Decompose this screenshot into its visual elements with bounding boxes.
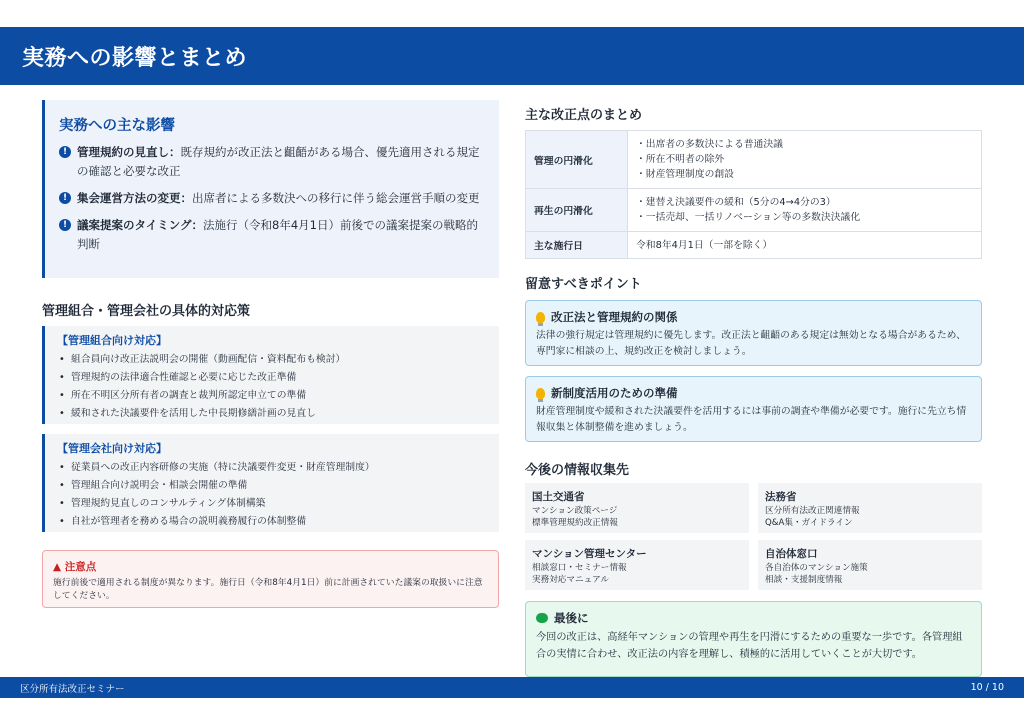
list-item: • 従業員への改正内容研修の実施（特に決議要件変更・財産管理制度）	[57, 459, 487, 477]
company-measures-box	[42, 434, 499, 532]
info-card	[758, 540, 982, 590]
final-title-text: 最後に	[554, 611, 589, 625]
point-text: 法律の強行規定は管理規約に優先します。改正法と齟齬のある規定は無効となる場合があるため、専門家に相談の上、規約改正を検討しましょう。	[536, 330, 966, 357]
warning-icon: ▲	[53, 561, 65, 573]
info-card-line: マンション政策ページ	[532, 506, 618, 516]
list-item: • 自社が管理者を務める場合の説明義務履行の体制整備	[57, 513, 487, 531]
impact-item	[59, 216, 483, 254]
summary-title: 主な改正点のまとめ	[525, 108, 643, 123]
info-card-line: 各自治体のマンション施策	[765, 563, 868, 573]
info-card-title: 法務省	[765, 491, 797, 503]
table-row	[526, 189, 982, 232]
points-title: 留意すべきポイント	[525, 277, 642, 292]
info-card	[525, 540, 749, 590]
impact-item	[59, 189, 483, 208]
summary-table	[525, 130, 982, 259]
table-line: ・出席者の多数決による普通決議	[636, 139, 783, 150]
final-box	[525, 601, 982, 677]
impact-text: 法施行（令和8年4月1日）前後での議案提案の戦略的判断	[77, 218, 478, 251]
caution-title-text: 注意点	[64, 561, 97, 573]
final-title	[536, 610, 971, 626]
table-line: 令和8年4月1日（一部を除く）	[636, 239, 773, 251]
page-footer	[0, 677, 1024, 698]
table-row	[526, 232, 982, 259]
impact-text: 出席者による多数決への移行に伴う総会運営手順の変更	[192, 191, 480, 205]
exclamation-icon: !	[59, 192, 71, 204]
info-card-line: 標準管理規約改正情報	[532, 518, 618, 528]
point-title	[536, 309, 971, 325]
impact-title: 実務への主な影響	[59, 118, 175, 134]
exclamation-icon: !	[59, 146, 71, 158]
measures-section-title: 管理組合・管理会社の具体的対応策	[42, 304, 251, 319]
list-item: • 緩和された決議要件を活用した中長期修繕計画の見直し	[57, 405, 487, 423]
table-row	[526, 131, 982, 189]
point-text: 財産管理制度や緩和された決議要件を活用するには事前の調査や準備が必要です。施行に先立ち情報収集と体制整備を進めましょう。	[536, 406, 967, 433]
table-line: ・所在不明者の除外	[636, 154, 725, 165]
list-item: • 組合員向け改正法説明会の開催（動画配信・資料配布も検討）	[57, 351, 487, 369]
caution-box	[42, 550, 499, 608]
info-card-title: 国土交通省	[532, 491, 585, 503]
point-title-text: 改正法と管理規約の関係	[551, 310, 678, 324]
table-line: ・建替え決議要件の緩和（5分の4→4分の3）	[636, 197, 836, 208]
union-measures-title: 【管理組合向け対応】	[57, 334, 167, 347]
impact-label: 管理規約の見直し：	[77, 145, 181, 159]
page-number: 10 / 10	[970, 682, 1004, 693]
point-box	[525, 300, 982, 366]
table-value-cell	[628, 232, 982, 259]
info-card-line: Q&A集・ガイドライン	[765, 518, 853, 528]
point-box	[525, 376, 982, 442]
list-item: • 所在不明区分所有者の調査と裁判所認定申立ての準備	[57, 387, 487, 405]
point-title	[536, 385, 971, 401]
list-item: • 管理組合向け説明会・相談会開催の準備	[57, 477, 487, 495]
company-measures-title: 【管理会社向け対応】	[57, 442, 167, 455]
table-line: ・一括売却、一括リノベーション等の多数決決議化	[636, 212, 861, 223]
info-card-line: 実務対応マニュアル	[532, 575, 610, 585]
table-value-cell	[628, 189, 982, 232]
impact-label: 集会運営方法の変更：	[77, 191, 192, 205]
lightbulb-icon	[536, 312, 545, 323]
lightbulb-icon	[536, 388, 545, 399]
list-item: • 管理規約の法律適合性確認と必要に応じた改正準備	[57, 369, 487, 387]
info-card-line: 相談窓口・セミナー情報	[532, 563, 627, 573]
page-title: 実務への影響とまとめ	[22, 45, 248, 71]
impact-item	[59, 143, 483, 181]
caution-text: 施行前後で適用される制度が異なります。施行日（令和8年4月1日）前に計画されていた議案の取扱いに注意してください。	[53, 578, 483, 601]
caution-title	[53, 559, 488, 574]
info-card	[525, 483, 749, 533]
table-head-cell: 管理の円滑化	[526, 131, 628, 189]
info-title: 今後の情報収集先	[525, 463, 630, 478]
table-head-cell: 主な施行日	[526, 232, 628, 259]
info-card-line: 区分所有法改正関連情報	[765, 506, 860, 516]
table-line: ・財産管理制度の創設	[636, 169, 734, 180]
table-value-cell	[628, 131, 982, 189]
exclamation-icon: !	[59, 219, 71, 231]
chat-icon	[536, 613, 548, 623]
page-header	[0, 27, 1024, 85]
list-item: • 管理規約見直しのコンサルティング体制構築	[57, 495, 487, 513]
footer-title: 区分所有法改正セミナー	[20, 683, 125, 695]
impact-label: 議案提案のタイミング：	[77, 218, 204, 232]
impact-text: 既存規約が改正法と齟齬がある場合、優先適用される規定の確認と必要な改正	[77, 145, 480, 178]
info-card-title: 自治体窓口	[765, 548, 818, 560]
final-text: 今回の改正は、高経年マンションの管理や再生を円滑にするための重要な一歩です。各管理組合の実情に合わせ、改正法の内容を理解し、積極的に活用していくことが大切です。	[536, 632, 963, 660]
point-title-text: 新制度活用のための準備	[551, 386, 678, 400]
info-card	[758, 483, 982, 533]
info-card-title: マンション管理センター	[532, 548, 647, 560]
impact-box	[42, 100, 499, 278]
table-head-cell: 再生の円滑化	[526, 189, 628, 232]
union-measures-box	[42, 326, 499, 424]
info-card-line: 相談・支援制度情報	[765, 575, 843, 585]
